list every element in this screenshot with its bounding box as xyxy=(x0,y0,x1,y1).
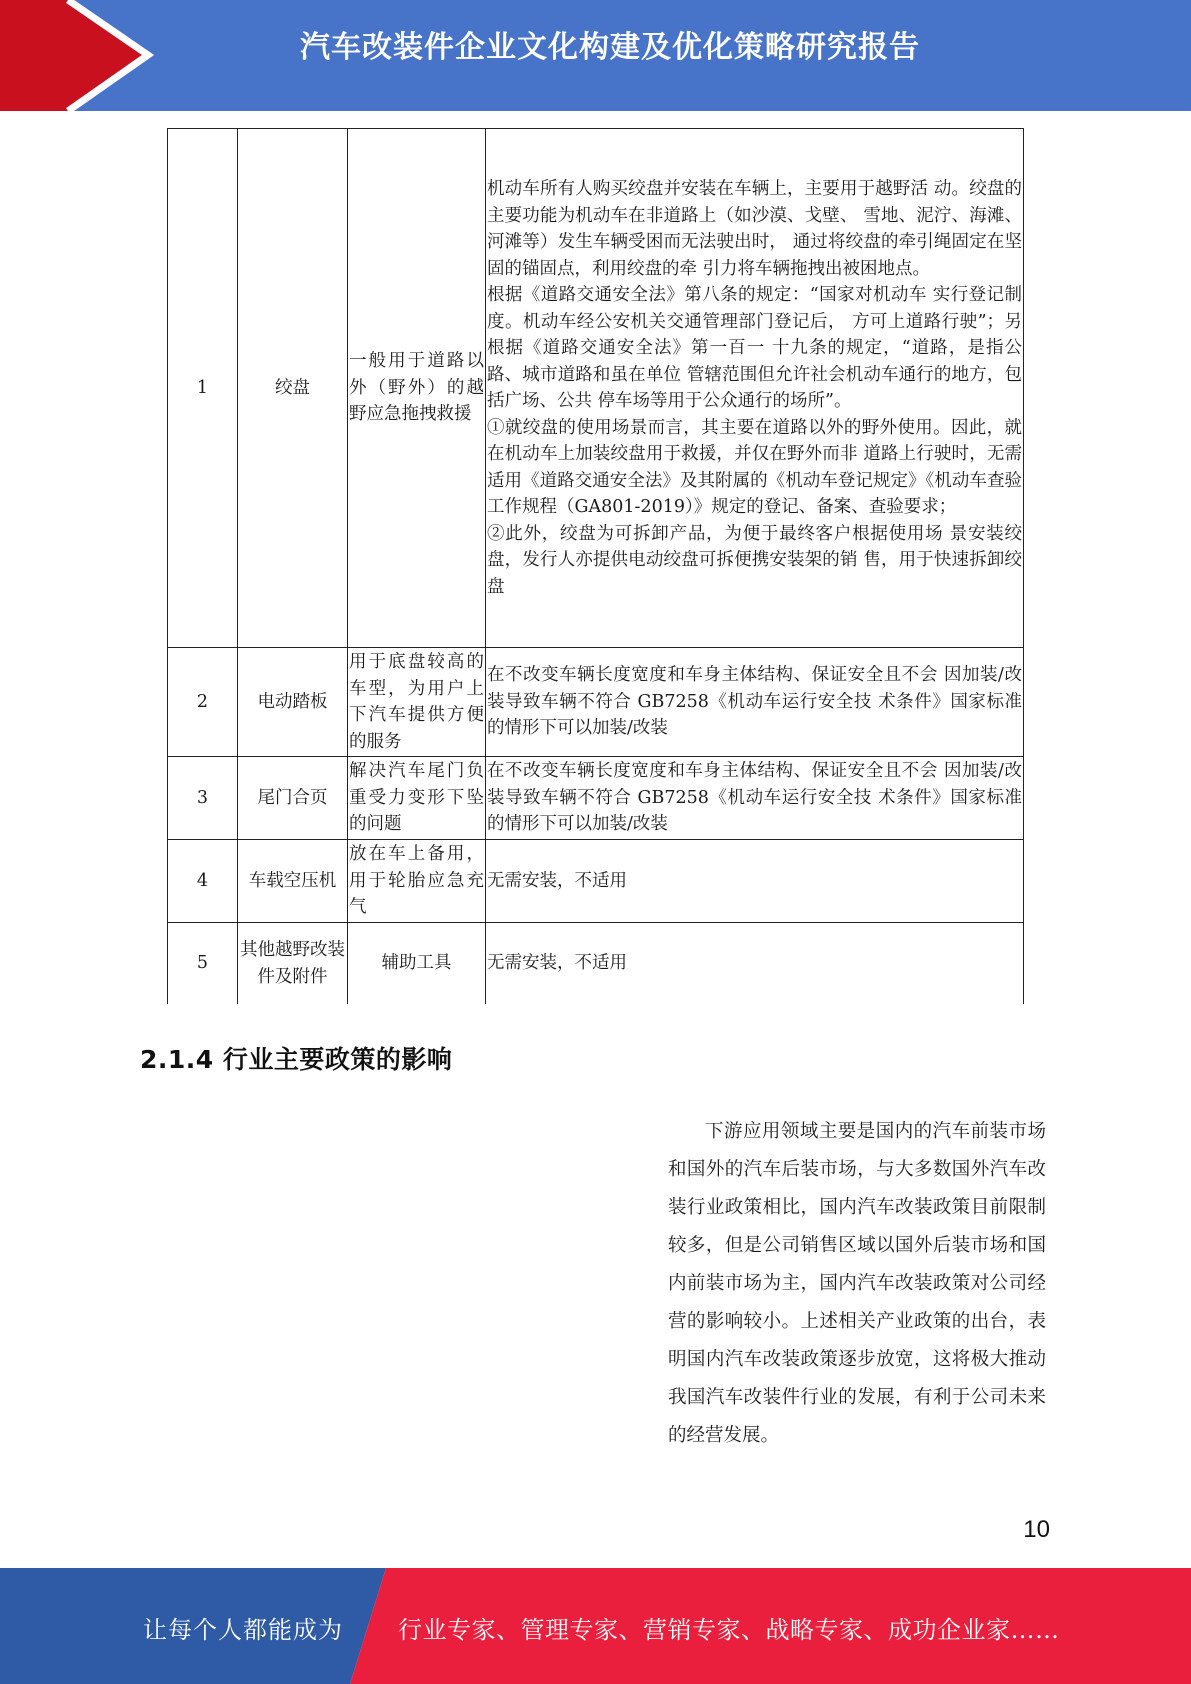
page-footer xyxy=(0,1568,1191,1684)
row-number: 5 xyxy=(168,923,238,1005)
report-title: 汽车改装件企业文化构建及优化策略研究报告 xyxy=(300,30,920,65)
compliance-description xyxy=(486,757,1024,840)
product-use: 用于底盘较高的车型，为用户上下汽车提供方便的服务 xyxy=(348,648,486,757)
description-paragraph: 机动车所有人购买绞盘并安装在车辆上，主要用于越野活 动。绞盘的主要功能为机动车在非道路上（如沙漠、戈壁、 雪地、泥泞、海滩、河滩等）发生车辆受困而无法驶出时， 通过将绞盘的牵引绳固定在坚固的锚固点，利用绞盘的牵 引力将车辆拖拽出被困地点。 xyxy=(487,179,1022,279)
row-number: 4 xyxy=(168,840,238,923)
body-paragraph: 下游应用领域主要是国内的汽车前装市场和国外的汽车后装市场，与大多数国外汽车改装行业政策相比，国内汽车改装政策目前限制较多，但是公司销售区域以国外后装市场和国内前装市场为主，国内汽车改装政策对公司经营的影响较小。上述相关产业政策的出台，表明国内汽车改装政策逐步放宽，这将极大推动我国汽车改装件行业的发展，有利于公司未来的经营发展。 xyxy=(668,1121,1046,1446)
compliance-description xyxy=(486,129,1024,648)
table-row xyxy=(168,923,1024,1005)
description-paragraph: 无需安装，不适用 xyxy=(487,953,627,974)
compliance-description xyxy=(486,648,1024,757)
compliance-description xyxy=(486,923,1024,1005)
product-policy-table xyxy=(167,128,1024,1004)
description-paragraph: ②此外，绞盘为可拆卸产品，为便于最终客户根据使用场 景安装绞盘，发行人亦提供电动绞盘可拆便携安装架的销 售，用于快速拆卸绞盘 xyxy=(487,523,1022,597)
product-use: 一般用于道路以外（野外）的越野应急拖拽救援 xyxy=(348,129,486,648)
compliance-description xyxy=(486,840,1024,923)
table-row xyxy=(168,129,1024,648)
row-number: 2 xyxy=(168,648,238,757)
product-use: 解决汽车尾门负重受力变形下坠的问题 xyxy=(348,757,486,840)
footer-slogan-right: 行业专家、管理专家、营销专家、战略专家、成功企业家…… xyxy=(398,1616,1060,1644)
row-number: 3 xyxy=(168,757,238,840)
page-number: 10 xyxy=(1023,1516,1050,1543)
product-name: 尾门合页 xyxy=(238,757,348,840)
row-number: 1 xyxy=(168,129,238,648)
description-paragraph: 根据《道路交通安全法》第八条的规定：“国家对机动车 实行登记制度。机动车经公安机关交通管理部门登记后， 方可上道路行驶”；另根据《道路交通安全法》第一百一 十九条的规定，“道路，是指公路、城市道路和虽在单位 管辖范围但允许社会机动车通行的地方，包括广场、公共 停车场等用于公众通行的场所”。 xyxy=(487,285,1022,411)
product-name: 其他越野改装件及附件 xyxy=(238,923,348,1005)
footer-slogan-left: 让每个人都能成为 xyxy=(143,1616,343,1644)
table-row xyxy=(168,840,1024,923)
product-name: 绞盘 xyxy=(238,129,348,648)
description-paragraph: 在不改变车辆长度宽度和车身主体结构、保证安全且不会 因加装/改装导致车辆不符合 GB7258《机动车运行安全技 术条件》国家标准的情形下可以加装/改装 xyxy=(487,761,1022,835)
description-paragraph: ①就绞盘的使用场景而言，其主要在道路以外的野外使用。因此，就在机动车上加装绞盘用于救援，并仅在野外而非 道路上行驶时，无需适用《道路交通安全法》及其附属的《机动车登记规定》《机动车查验工作规程（GA801-2019）》规定的登记、备案、查验要求； xyxy=(487,417,1022,517)
chevron-arrow-icon xyxy=(0,0,160,111)
section-heading: 2.1.4 行业主要政策的影响 xyxy=(140,1045,453,1074)
product-name: 车载空压机 xyxy=(238,840,348,923)
product-use: 放在车上备用，用于轮胎应急充气 xyxy=(348,840,486,923)
page-header xyxy=(0,0,1191,111)
description-paragraph: 在不改变车辆长度宽度和车身主体结构、保证安全且不会 因加装/改装导致车辆不符合 GB7258《机动车运行安全技 术条件》国家标准的情形下可以加装/改装 xyxy=(487,665,1022,739)
product-name: 电动踏板 xyxy=(238,648,348,757)
table-row xyxy=(168,757,1024,840)
product-use: 辅助工具 xyxy=(348,923,486,1005)
description-paragraph: 无需安装，不适用 xyxy=(487,870,627,891)
table-row xyxy=(168,648,1024,757)
